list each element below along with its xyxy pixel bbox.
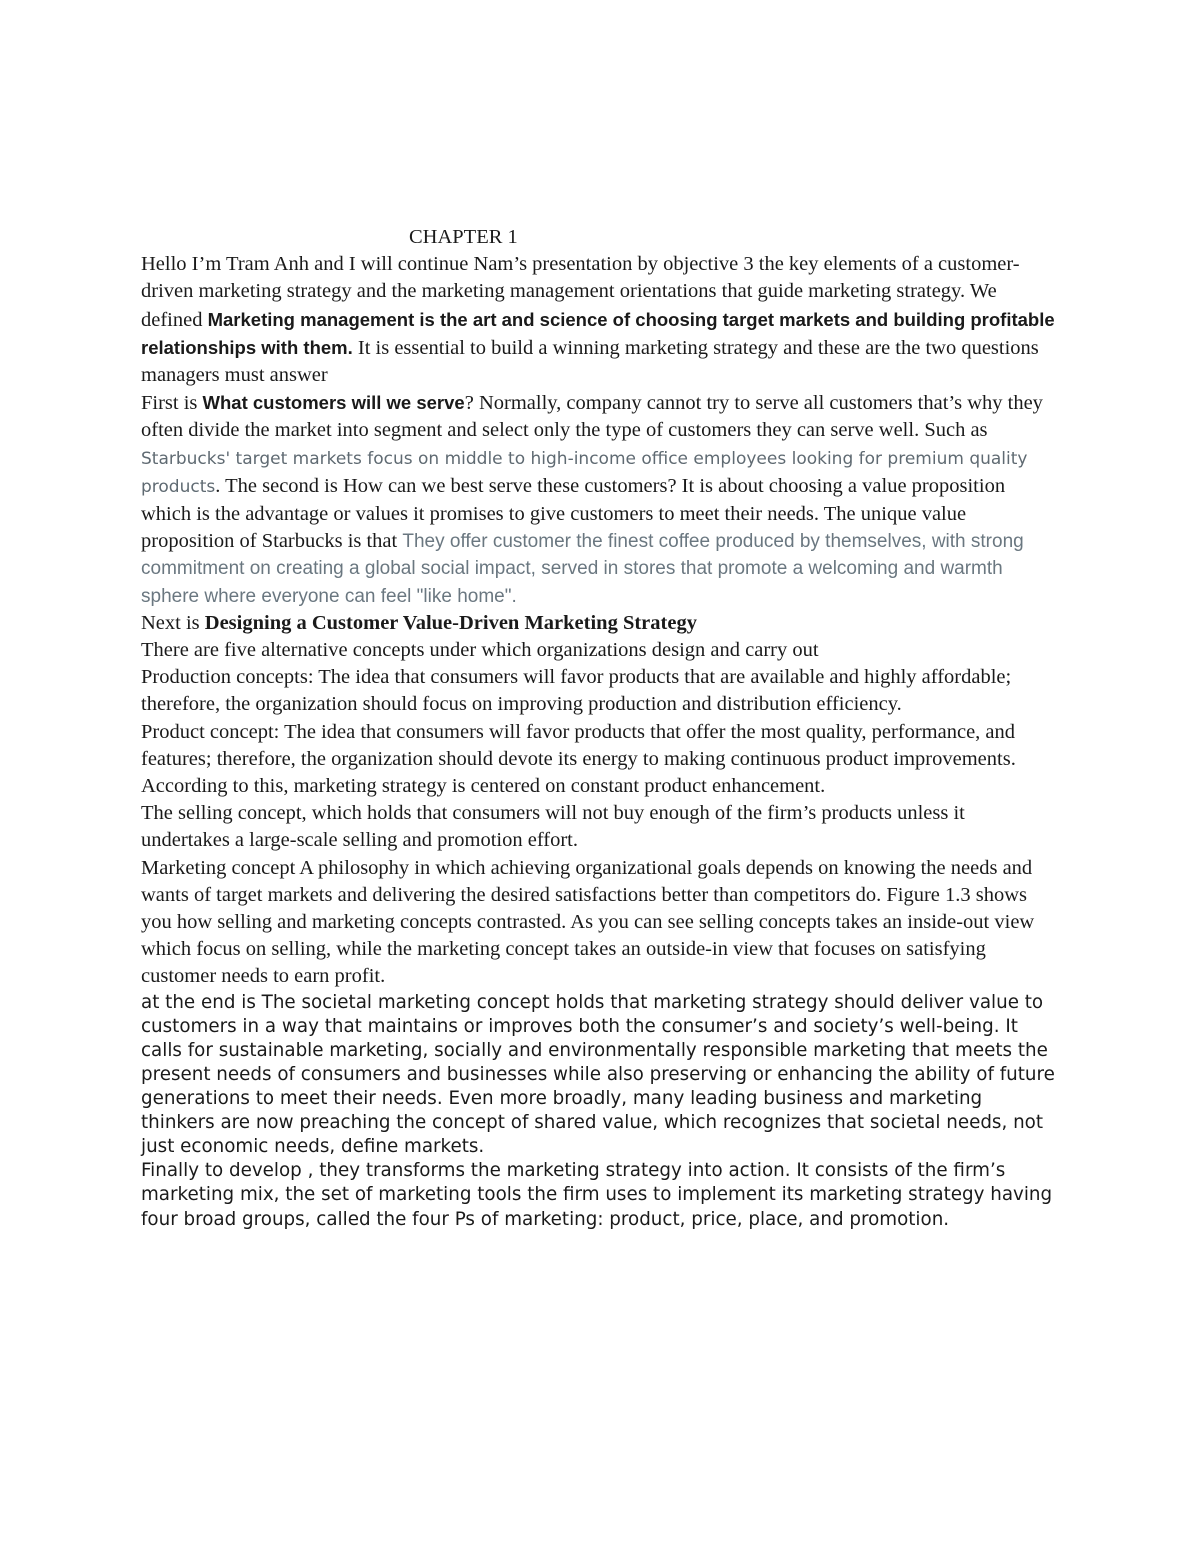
paragraph-marketing-mix: marketing mix, the set of marketing tools the firm uses to implement its marketing strategy having four broad groups, called the four Ps of marketing: product, price, place, and promotion.: [141, 1184, 1053, 1230]
definition-bold: Marketing management is the art and science of choosing target markets and building profitable relationships with them.: [141, 308, 1055, 358]
paragraph-selling-concept: The selling concept, which holds that consumers will not buy enough of the firm’s products unless it undertakes a large-scale selling and promotion effort.: [141, 802, 965, 852]
questions-mid: ? Normally, company cannot try to serve all customers that’s why they often divide the market into segment and select only the type of customers they can serve well. Such as: [141, 392, 1043, 442]
paragraph-intro: [141, 251, 1056, 389]
paragraph-finally: Finally to develop , they transforms the marketing strategy into action. It consists of the firm’s: [141, 1160, 1006, 1182]
question-one-bold: What customers will we serve: [202, 392, 465, 414]
next-start: Next is: [141, 611, 205, 634]
document-body: [141, 224, 1071, 1232]
paragraph-questions: [141, 389, 1046, 610]
questions-end: .: [511, 585, 517, 607]
paragraph-production-concept: Production concepts: The idea that consumers will favor products that are available and highly affordable; therefore, the organization should focus on improving production and distribution efficiency.: [141, 666, 1012, 716]
paragraph-product-concept: Product concept: The idea that consumers will favor products that offer the most quality, performance, and features; therefore, the organization should devote its energy to making continuous product improvements. According to this, marketing strategy is centered on constant product enhancement.: [141, 720, 1016, 798]
questions-mid2: . The second is How can we best serve these customers? It is about choosing a value proposition which is the advantage or values it promises to give customers to meet their needs. The unique value proposition of Starbucks is that: [141, 474, 1006, 553]
intro-end: It is essential to build a winning marketing strategy and these are the two questions managers must answer: [141, 336, 1039, 387]
paragraph-societal-concept: at the end is The societal marketing concept holds that marketing strategy should deliver value to customers in a way that maintains or improves both the consumer’s and society’s well-being. It calls for sustainable marketing, socially and environmentally responsible marketing that meets the present needs of consumers and businesses while also preserving or enhancing the ability of future generations to meet their needs. Even more broadly, many leading business and marketing thinkers are now preaching the concept of shared value, which recognizes that societal needs, not just economic needs, define markets.: [141, 991, 1055, 1158]
paragraph-next: [141, 610, 1071, 637]
designing-heading: Designing a Customer Value-Driven Marketing Strategy: [204, 611, 697, 634]
starbucks-target-text: Starbucks' target markets focus on middle to high-income office employees looking for premium quality products: [141, 448, 1028, 497]
intro-text: Hello I’m Tram Anh and I will continue Nam’s presentation by objective 3 the key elements of a customer-driven marketing strategy and the marketing management orientations that guide marketing strategy. We defined: [141, 253, 1020, 331]
chapter-title: CHAPTER 1: [409, 226, 518, 248]
paragraph-five-concepts: There are five alternative concepts under which organizations design and carry out: [141, 639, 819, 662]
paragraph-marketing-concept: Marketing concept A philosophy in which achieving organizational goals depends on knowing the needs and wants of target markets and delivering the desired satisfactions better than competitors do. Figure 1.3 shows you how selling and marketing concepts contrasted. As you can see selling concepts takes an inside-out view which focus on selling, while the marketing concept takes an outside-in view that focuses on satisfying customer needs to earn profit.: [141, 856, 1035, 988]
starbucks-value-text: They offer customer the finest coffee produced by themselves, with strong commitment on creating a global social impact, served in stores that promote a welcoming and warmth sphere where everyone can feel "like home": [141, 531, 1024, 607]
questions-start: First is: [141, 392, 203, 415]
